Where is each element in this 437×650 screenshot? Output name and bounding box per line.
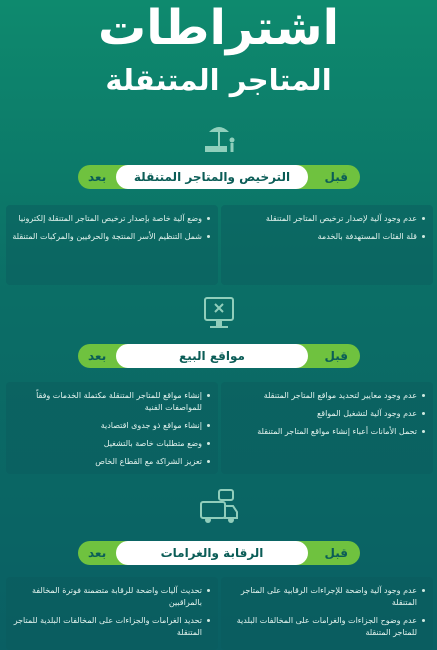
after-label: بعد bbox=[88, 546, 107, 560]
after-label: بعد bbox=[88, 170, 107, 184]
section-bar-monitoring-fines bbox=[78, 541, 360, 565]
section-heading: مواقع البيع bbox=[116, 344, 308, 368]
list-item: إنشاء مواقع للمتاجر المتنقلة مكتملة الخدمات وفقاً للمواصفات الفنية bbox=[12, 390, 210, 414]
after-label: بعد bbox=[88, 349, 107, 363]
list-item: عدم وجود معايير لتحديد مواقع المتاجر المتنقلة bbox=[227, 390, 425, 402]
list-item: إنشاء مواقع ذو جدوى اقتصادية bbox=[12, 420, 210, 432]
before-panel-monitoring-fines bbox=[221, 577, 433, 650]
vendor-stall-icon bbox=[199, 120, 239, 162]
list-item: عدم وجود آلية واضحة للإجراءات الرقابية على المتاجر المتنقلة bbox=[227, 585, 425, 609]
before-label: قبل bbox=[324, 546, 348, 560]
before-label: قبل bbox=[324, 170, 348, 184]
before-label: قبل bbox=[324, 349, 348, 363]
list-item: وضع متطلبات خاصة بالتشغيل bbox=[12, 438, 210, 450]
list-item: عدم وجود آلية لتشغيل المواقع bbox=[227, 408, 425, 420]
before-panel-sales-locations bbox=[221, 382, 433, 474]
list-item: وضع آلية خاصة بإصدار ترخيص المتاجر المتنقلة إلكترونيا bbox=[12, 213, 210, 225]
section-bar-licensing bbox=[78, 165, 360, 189]
section-heading: الرقابة والغرامات bbox=[116, 541, 308, 565]
section-heading: الترخيص والمتاجر المتنقلة bbox=[116, 165, 308, 189]
page-subtitle: المتاجر المتنقلة bbox=[105, 63, 332, 97]
list-item: تعزيز الشراكة مع القطاع الخاص bbox=[12, 456, 210, 468]
section-bar-sales-locations bbox=[78, 344, 360, 368]
after-panel-sales-locations bbox=[6, 382, 218, 474]
after-panel-monitoring-fines bbox=[6, 577, 218, 650]
page-title: اشتراطات bbox=[97, 0, 340, 56]
list-item: عدم وضوح الجزاءات والغرامات على المخالفات البلدية للمتاجر المتنقلة bbox=[227, 615, 425, 639]
list-item: قلة الفئات المستهدفة بالخدمة bbox=[227, 231, 425, 243]
after-panel-licensing bbox=[6, 205, 218, 285]
before-panel-licensing bbox=[221, 205, 433, 285]
location-screen-icon bbox=[200, 294, 238, 336]
list-item: عدم وجود آلية لإصدار ترخيص المتاجر المتنقلة bbox=[227, 213, 425, 225]
list-item: تحمل الأمانات أعباء إنشاء مواقع المتاجر المتنقلة bbox=[227, 426, 425, 438]
list-item: تحديد الغرامات والجزاءات على المخالفات البلدية للمتاجر المتنقلة bbox=[12, 615, 210, 639]
list-item: شمل التنظيم الأسر المنتجة والحرفيين والمركبات المتنقلة bbox=[12, 231, 210, 243]
inspection-truck-icon bbox=[197, 488, 241, 532]
list-item: تحديث آليات واضحة للرقابة متضمنة فوترة المخالفة بالمراقبين bbox=[12, 585, 210, 609]
